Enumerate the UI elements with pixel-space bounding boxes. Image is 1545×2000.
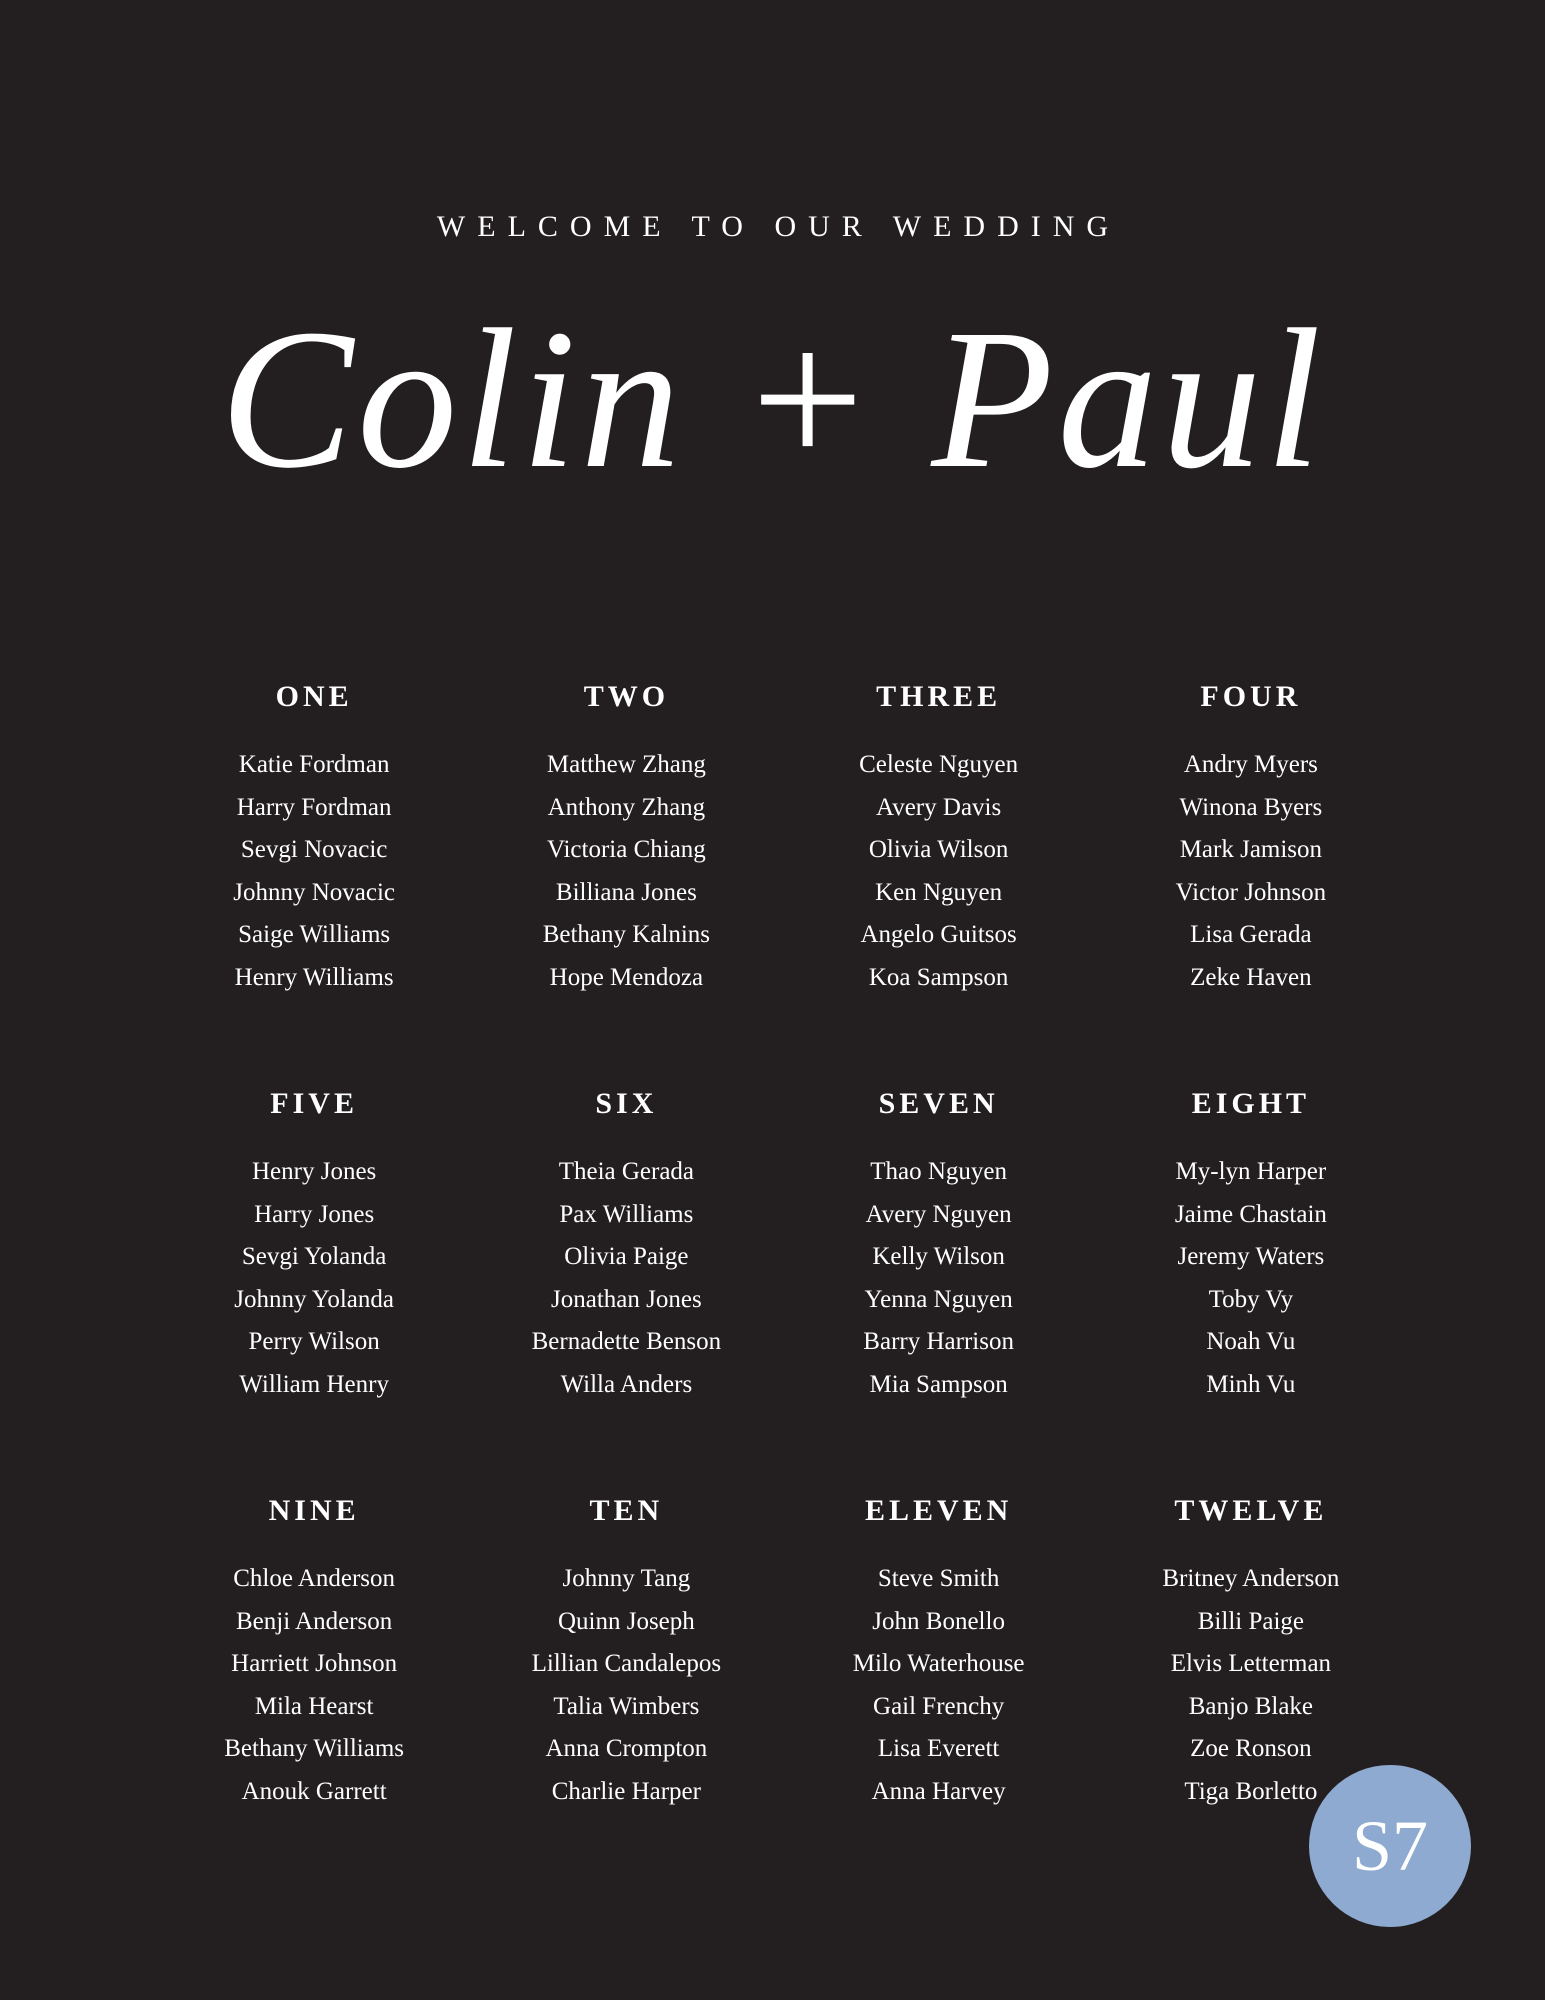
guest-name: Johnny Novacic — [233, 878, 396, 906]
guest-name: Avery Nguyen — [865, 1200, 1012, 1228]
guest-name: Gail Frenchy — [873, 1692, 1005, 1720]
guest-name: Zeke Haven — [1190, 963, 1312, 991]
guest-name: Avery Davis — [876, 793, 1002, 821]
guest-name: Milo Waterhouse — [852, 1650, 1025, 1677]
guest-name: Benji Anderson — [236, 1607, 393, 1635]
guest-name: Koa Sampson — [868, 963, 1009, 991]
guest-name: Anna Harvey — [871, 1777, 1006, 1805]
table-block — [470, 1087, 782, 1406]
guest-list — [158, 744, 470, 999]
guest-list — [783, 1558, 1095, 1813]
guest-name: Henry Williams — [234, 963, 394, 991]
table-block — [470, 1494, 782, 1813]
table-block — [158, 1494, 470, 1813]
page-subtitle: WELCOME TO OUR WEDDING — [436, 210, 1121, 243]
guest-list — [470, 744, 782, 999]
guest-name: Lillian Candalepos — [531, 1650, 722, 1677]
table-block — [470, 680, 782, 999]
table-block — [1095, 680, 1407, 999]
table-heading: THREE — [876, 680, 1002, 713]
table-heading: FIVE — [270, 1087, 358, 1120]
guest-name: Quinn Joseph — [557, 1607, 695, 1635]
guest-name: Toby Vy — [1208, 1285, 1294, 1313]
guest-list — [1095, 744, 1407, 999]
guest-name: Bethany Williams — [224, 1735, 404, 1762]
table-heading: SIX — [595, 1087, 658, 1120]
guest-name: Chloe Anderson — [233, 1565, 396, 1592]
guest-list — [158, 1151, 470, 1406]
guest-name: Hope Mendoza — [549, 963, 704, 991]
guest-name: Bethany Kalnins — [542, 921, 711, 948]
table-block — [1095, 1087, 1407, 1406]
guest-name: Harriett Johnson — [231, 1650, 398, 1677]
guest-name: Anthony Zhang — [547, 793, 706, 821]
guest-name: Johnny Tang — [562, 1565, 691, 1592]
guest-name: Sevgi Novacic — [240, 836, 388, 863]
table-heading: SEVEN — [878, 1087, 999, 1120]
seating-tables-grid — [158, 680, 1407, 1813]
guest-name: Mark Jamison — [1179, 836, 1323, 863]
guest-name: Katie Fordman — [238, 751, 390, 778]
guest-name: Talia Wimbers — [553, 1692, 700, 1720]
guest-name: Lisa Everett — [877, 1735, 1000, 1762]
table-heading: TWO — [583, 680, 670, 713]
guest-name: Winona Byers — [1179, 793, 1323, 821]
guest-name: Sevgi Yolanda — [241, 1243, 387, 1270]
guest-name: Henry Jones — [251, 1158, 377, 1185]
table-block — [158, 1087, 470, 1406]
table-heading: FOUR — [1200, 680, 1302, 713]
guest-name: William Henry — [239, 1370, 389, 1398]
guest-name: Tiga Borletto — [1184, 1777, 1318, 1805]
guest-name: Saige Williams — [238, 921, 391, 948]
table-block — [1095, 1494, 1407, 1813]
guest-name: Steve Smith — [877, 1565, 1000, 1592]
guest-name: Bernadette Benson — [531, 1328, 722, 1355]
guest-name: Charlie Harper — [551, 1777, 701, 1805]
guest-name: Billi Paige — [1197, 1607, 1304, 1635]
guest-name: My-lyn Harper — [1175, 1158, 1327, 1185]
couple-names-title: Colin + Paul — [219, 289, 1326, 510]
guest-name: Willa Anders — [560, 1370, 693, 1398]
guest-name: Britney Anderson — [1162, 1565, 1340, 1592]
table-heading: ONE — [275, 680, 353, 713]
table-heading: NINE — [268, 1494, 360, 1527]
guest-name: Johnny Yolanda — [234, 1285, 394, 1313]
table-block — [783, 680, 1095, 999]
guest-name: Anouk Garrett — [241, 1777, 387, 1805]
page-badge: S7 — [1309, 1765, 1471, 1927]
guest-name: Minh Vu — [1206, 1370, 1296, 1398]
guest-name: Pax Williams — [559, 1200, 694, 1228]
table-block — [783, 1087, 1095, 1406]
guest-list — [1095, 1151, 1407, 1406]
guest-name: Anna Crompton — [545, 1735, 708, 1762]
guest-name: Jonathan Jones — [551, 1285, 702, 1313]
guest-name: Banjo Blake — [1188, 1692, 1314, 1720]
guest-name: Ken Nguyen — [875, 878, 1003, 906]
guest-name: Victor Johnson — [1175, 878, 1327, 906]
table-heading: TEN — [589, 1494, 664, 1527]
guest-name: Billiana Jones — [555, 878, 697, 906]
guest-list — [783, 744, 1095, 999]
guest-name: Barry Harrison — [863, 1328, 1014, 1355]
guest-name: Olivia Paige — [564, 1243, 689, 1270]
table-block — [158, 680, 470, 999]
guest-name: John Bonello — [872, 1607, 1005, 1635]
guest-name: Noah Vu — [1206, 1328, 1296, 1355]
guest-name: Jeremy Waters — [1177, 1243, 1325, 1270]
guest-name: Lisa Gerada — [1190, 921, 1312, 948]
guest-list — [783, 1151, 1095, 1406]
guest-name: Zoe Ronson — [1190, 1735, 1312, 1762]
guest-name: Elvis Letterman — [1170, 1650, 1332, 1677]
guest-name: Harry Fordman — [236, 793, 392, 821]
table-heading: EIGHT — [1191, 1087, 1311, 1120]
guest-name: Mia Sampson — [869, 1370, 1008, 1398]
guest-name: Olivia Wilson — [868, 836, 1009, 863]
guest-name: Harry Jones — [254, 1200, 375, 1228]
table-heading: ELEVEN — [864, 1494, 1013, 1527]
guest-list — [470, 1558, 782, 1813]
guest-name: Celeste Nguyen — [859, 751, 1019, 778]
guest-name: Theia Gerada — [558, 1158, 695, 1185]
guest-name: Mila Hearst — [254, 1692, 374, 1720]
guest-name: Kelly Wilson — [872, 1243, 1005, 1270]
table-heading: TWELVE — [1174, 1494, 1328, 1527]
guest-name: Victoria Chiang — [546, 836, 706, 863]
guest-name: Yenna Nguyen — [864, 1285, 1013, 1313]
guest-name: Matthew Zhang — [546, 751, 706, 778]
table-block — [783, 1494, 1095, 1813]
guest-name: Angelo Guitsos — [860, 921, 1017, 948]
guest-name: Andry Myers — [1183, 751, 1318, 778]
guest-list — [158, 1558, 470, 1813]
guest-name: Perry Wilson — [248, 1328, 380, 1355]
guest-list — [470, 1151, 782, 1406]
guest-name: Thao Nguyen — [870, 1158, 1008, 1185]
guest-name: Jaime Chastain — [1174, 1200, 1327, 1228]
